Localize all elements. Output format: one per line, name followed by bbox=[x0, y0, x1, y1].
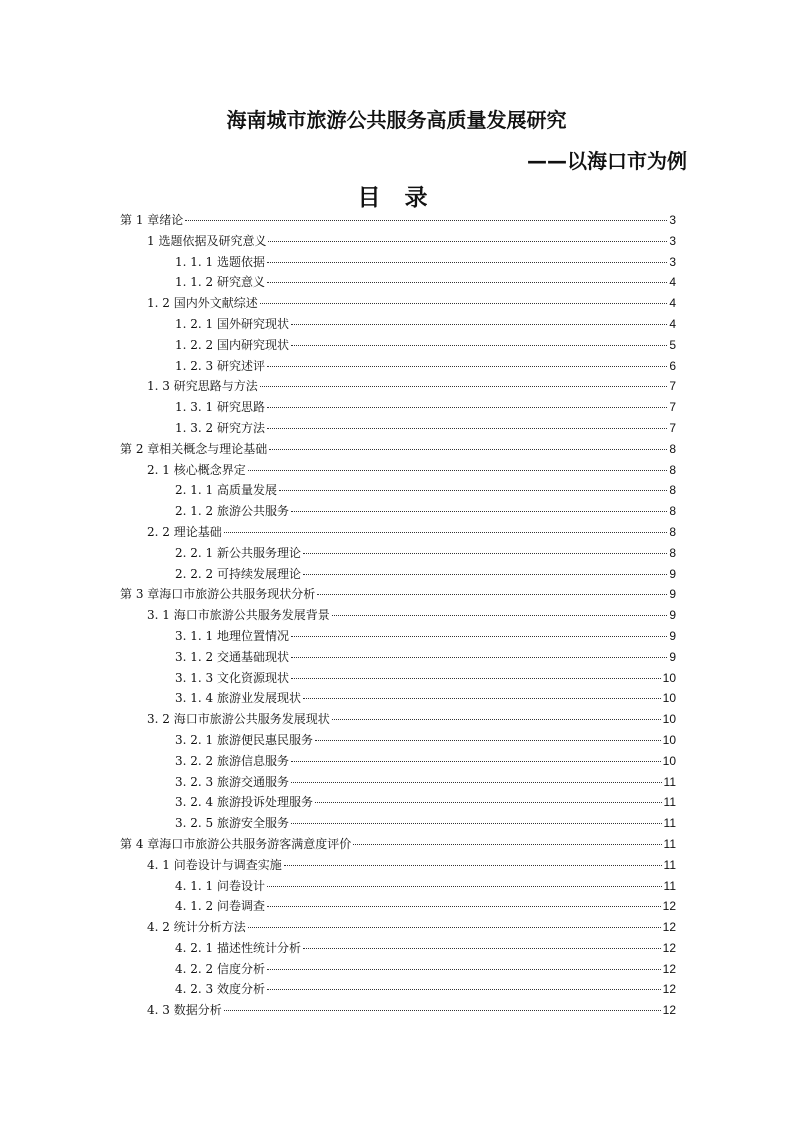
toc-leader-dots bbox=[267, 989, 661, 990]
toc-heading: 目 录 bbox=[357, 185, 436, 211]
toc-leader-dots bbox=[267, 428, 667, 429]
toc-entry-page: 4 bbox=[669, 296, 676, 311]
toc-entry-page: 8 bbox=[669, 545, 676, 560]
toc-entry-page: 9 bbox=[669, 566, 676, 581]
toc-entry-label: 1. 1. 1 选题依据 bbox=[175, 254, 265, 269]
toc-leader-dots bbox=[315, 802, 662, 803]
toc-entry-label: 3. 2. 2 旅游信息服务 bbox=[175, 753, 289, 768]
toc-leader-dots bbox=[315, 740, 661, 741]
toc-leader-dots bbox=[291, 345, 667, 346]
document-subtitle: ——以海口市为例 bbox=[527, 149, 687, 173]
toc-entry-label: 3. 2. 3 旅游交通服务 bbox=[175, 774, 289, 789]
toc-entry-page: 3 bbox=[669, 254, 676, 269]
toc-entry-label: 1 选题依据及研究意义 bbox=[147, 233, 267, 248]
toc-leader-dots bbox=[303, 698, 661, 699]
toc-leader-dots bbox=[224, 532, 668, 533]
toc-leader-dots bbox=[291, 324, 667, 325]
toc-entry[interactable] bbox=[120, 522, 676, 543]
toc-entry[interactable] bbox=[120, 376, 676, 397]
toc-entry-page: 4 bbox=[669, 275, 676, 290]
document-title: 海南城市旅游公共服务高质量发展研究 bbox=[226, 108, 567, 132]
toc-leader-dots bbox=[303, 553, 667, 554]
toc-entry-label: 4. 1. 2 问卷调查 bbox=[175, 899, 265, 914]
toc-entry[interactable] bbox=[120, 272, 676, 293]
toc-entry-label: 3. 1. 3 文化资源现状 bbox=[175, 670, 289, 685]
toc-entry[interactable] bbox=[120, 626, 676, 647]
toc-leader-dots bbox=[260, 386, 668, 387]
toc-entry-label: 2. 1. 1 高质量发展 bbox=[175, 483, 277, 498]
toc-entry-label: 2. 2. 2 可持续发展理论 bbox=[175, 566, 301, 581]
toc-entry-label: 3. 2. 5 旅游安全服务 bbox=[175, 816, 289, 831]
toc-entry-label: 3. 1 海口市旅游公共服务发展背景 bbox=[147, 608, 330, 623]
toc-entry[interactable] bbox=[120, 397, 676, 418]
toc-entry[interactable] bbox=[120, 876, 676, 897]
toc-leader-dots bbox=[248, 470, 668, 471]
toc-entry[interactable] bbox=[120, 792, 676, 813]
toc-entry-label: 3. 1. 4 旅游业发展现状 bbox=[175, 691, 301, 706]
toc-entry-page: 8 bbox=[669, 462, 676, 477]
toc-entry-page: 9 bbox=[669, 649, 676, 664]
toc-entry-page: 4 bbox=[669, 316, 676, 331]
toc-leader-dots bbox=[303, 948, 661, 949]
toc-entry[interactable] bbox=[120, 917, 676, 938]
toc-entry-page: 12 bbox=[662, 961, 676, 976]
toc-entry-page: 12 bbox=[662, 1003, 676, 1018]
toc-leader-dots bbox=[291, 511, 667, 512]
toc-leader-dots bbox=[267, 366, 667, 367]
toc-leader-dots bbox=[224, 1010, 661, 1011]
toc-entry-page: 10 bbox=[662, 712, 676, 727]
toc-entry-page: 9 bbox=[669, 628, 676, 643]
toc-entry-page: 8 bbox=[669, 441, 676, 456]
toc-entry-page: 11 bbox=[663, 816, 676, 831]
toc-leader-dots bbox=[284, 865, 662, 866]
toc-entry-page: 10 bbox=[662, 670, 676, 685]
toc-entry[interactable] bbox=[120, 418, 676, 439]
toc-entry[interactable] bbox=[120, 480, 676, 501]
toc-entry-label: 1. 2. 2 国内研究现状 bbox=[175, 337, 289, 352]
toc-entry[interactable] bbox=[120, 730, 676, 751]
toc-entry[interactable] bbox=[120, 813, 676, 834]
toc-entry-page: 12 bbox=[662, 899, 676, 914]
toc-entry-label: 2. 2. 1 新公共服务理论 bbox=[175, 545, 301, 560]
toc-entry[interactable] bbox=[120, 979, 676, 1000]
toc-entry-page: 3 bbox=[669, 233, 676, 248]
toc-entry-label: 1. 2. 1 国外研究现状 bbox=[175, 316, 289, 331]
toc-leader-dots bbox=[303, 574, 667, 575]
toc-entry-label: 1. 3. 2 研究方法 bbox=[175, 420, 265, 435]
toc-leader-dots bbox=[267, 262, 667, 263]
toc-entry[interactable] bbox=[120, 834, 676, 855]
toc-entry-page: 12 bbox=[662, 920, 676, 935]
toc-leader-dots bbox=[279, 490, 667, 491]
toc-entry-label: 1. 2. 3 研究述评 bbox=[175, 358, 265, 373]
toc-leader-dots bbox=[291, 678, 661, 679]
toc-entry[interactable] bbox=[120, 231, 676, 252]
toc-entry-label: 第 2 章相关概念与理论基础 bbox=[120, 441, 268, 456]
toc-entry[interactable] bbox=[120, 647, 676, 668]
toc-entry[interactable] bbox=[120, 1000, 676, 1021]
toc-entry-label: 第 3 章海口市旅游公共服务现状分析 bbox=[120, 587, 316, 602]
toc-entry-label: 4. 1 问卷设计与调查实施 bbox=[147, 857, 282, 872]
toc-leader-dots bbox=[291, 636, 667, 637]
toc-leader-dots bbox=[291, 657, 667, 658]
toc-entry-label: 第 4 章海口市旅游公共服务游客满意度评价 bbox=[120, 836, 352, 851]
toc-entry-page: 6 bbox=[669, 358, 676, 373]
toc-leader-dots bbox=[332, 615, 668, 616]
toc-entry-page: 7 bbox=[669, 400, 676, 415]
toc-entry[interactable] bbox=[120, 543, 676, 564]
toc-entry-page: 11 bbox=[663, 795, 676, 810]
toc-entry[interactable] bbox=[120, 314, 676, 335]
toc-entry-page: 10 bbox=[662, 732, 676, 747]
toc-leader-dots bbox=[291, 782, 662, 783]
toc-entry-label: 3. 2 海口市旅游公共服务发展现状 bbox=[147, 712, 330, 727]
toc-leader-dots bbox=[291, 823, 662, 824]
table-of-contents bbox=[120, 210, 676, 1021]
toc-leader-dots bbox=[267, 969, 661, 970]
toc-entry-label: 第 1 章绪论 bbox=[120, 213, 184, 227]
toc-entry-page: 8 bbox=[669, 524, 676, 539]
toc-entry-page: 7 bbox=[669, 379, 676, 394]
toc-entry[interactable] bbox=[120, 605, 676, 626]
toc-entry-label: 3. 2. 4 旅游投诉处理服务 bbox=[175, 795, 313, 810]
toc-entry-label: 4. 1. 1 问卷设计 bbox=[175, 878, 265, 893]
toc-entry-label: 4. 2. 1 描述性统计分析 bbox=[175, 940, 301, 955]
toc-entry[interactable] bbox=[120, 210, 676, 231]
toc-entry-page: 11 bbox=[663, 836, 676, 851]
toc-entry-page: 10 bbox=[662, 691, 676, 706]
toc-entry-label: 4. 3 数据分析 bbox=[147, 1003, 222, 1018]
toc-entry-page: 12 bbox=[662, 982, 676, 997]
toc-entry-label: 4. 2. 2 信度分析 bbox=[175, 961, 265, 976]
toc-leader-dots bbox=[267, 906, 661, 907]
toc-entry-label: 3. 2. 1 旅游便民惠民服务 bbox=[175, 732, 313, 747]
toc-entry-label: 1. 3. 1 研究思路 bbox=[175, 400, 265, 415]
toc-leader-dots bbox=[248, 927, 661, 928]
toc-entry[interactable] bbox=[120, 668, 676, 689]
toc-entry-label: 3. 1. 1 地理位置情况 bbox=[175, 628, 289, 643]
toc-entry[interactable] bbox=[120, 460, 676, 481]
toc-entry[interactable] bbox=[120, 709, 676, 730]
toc-entry-page: 7 bbox=[669, 420, 676, 435]
toc-leader-dots bbox=[260, 303, 668, 304]
toc-entry-label: 2. 2 理论基础 bbox=[147, 524, 222, 539]
toc-entry[interactable] bbox=[120, 356, 676, 377]
toc-entry-page: 11 bbox=[663, 857, 676, 872]
toc-leader-dots bbox=[353, 844, 661, 845]
toc-leader-dots bbox=[291, 761, 661, 762]
toc-entry[interactable] bbox=[120, 335, 676, 356]
toc-entry-label: 4. 2 统计分析方法 bbox=[147, 920, 246, 935]
toc-leader-dots bbox=[267, 886, 662, 887]
toc-entry[interactable] bbox=[120, 564, 676, 585]
toc-leader-dots bbox=[268, 241, 667, 242]
toc-entry[interactable] bbox=[120, 293, 676, 314]
toc-entry-page: 11 bbox=[663, 878, 676, 893]
toc-entry[interactable] bbox=[120, 772, 676, 793]
toc-entry-label: 2. 1 核心概念界定 bbox=[147, 462, 246, 477]
toc-entry-label: 3. 1. 2 交通基础现状 bbox=[175, 649, 289, 664]
toc-entry[interactable] bbox=[120, 959, 676, 980]
toc-entry-label: 4. 2. 3 效度分析 bbox=[175, 982, 265, 997]
toc-entry-page: 9 bbox=[669, 608, 676, 623]
toc-leader-dots bbox=[185, 220, 667, 221]
toc-entry-page: 5 bbox=[669, 337, 676, 352]
toc-entry[interactable] bbox=[120, 751, 676, 772]
toc-leader-dots bbox=[267, 407, 667, 408]
toc-entry[interactable] bbox=[120, 584, 676, 605]
toc-entry[interactable] bbox=[120, 896, 676, 917]
toc-entry-page: 8 bbox=[669, 504, 676, 519]
toc-entry-page: 8 bbox=[669, 483, 676, 498]
toc-leader-dots bbox=[269, 449, 667, 450]
toc-entry-label: 1. 2 国内外文献综述 bbox=[147, 296, 258, 311]
toc-entry-page: 11 bbox=[663, 774, 676, 789]
toc-entry[interactable] bbox=[120, 855, 676, 876]
toc-entry-label: 1. 1. 2 研究意义 bbox=[175, 275, 265, 290]
toc-entry[interactable] bbox=[120, 938, 676, 959]
toc-entry-page: 12 bbox=[662, 940, 676, 955]
toc-entry[interactable] bbox=[120, 688, 676, 709]
toc-entry-page: 9 bbox=[669, 587, 676, 602]
toc-leader-dots bbox=[267, 282, 667, 283]
toc-entry-label: 2. 1. 2 旅游公共服务 bbox=[175, 504, 289, 519]
toc-entry[interactable] bbox=[120, 439, 676, 460]
toc-entry[interactable] bbox=[120, 501, 676, 522]
toc-leader-dots bbox=[332, 719, 661, 720]
toc-entry-page: 3 bbox=[669, 213, 676, 227]
toc-leader-dots bbox=[317, 594, 667, 595]
toc-entry-page: 10 bbox=[662, 753, 676, 768]
toc-entry-label: 1. 3 研究思路与方法 bbox=[147, 379, 258, 394]
toc-entry[interactable] bbox=[120, 252, 676, 273]
